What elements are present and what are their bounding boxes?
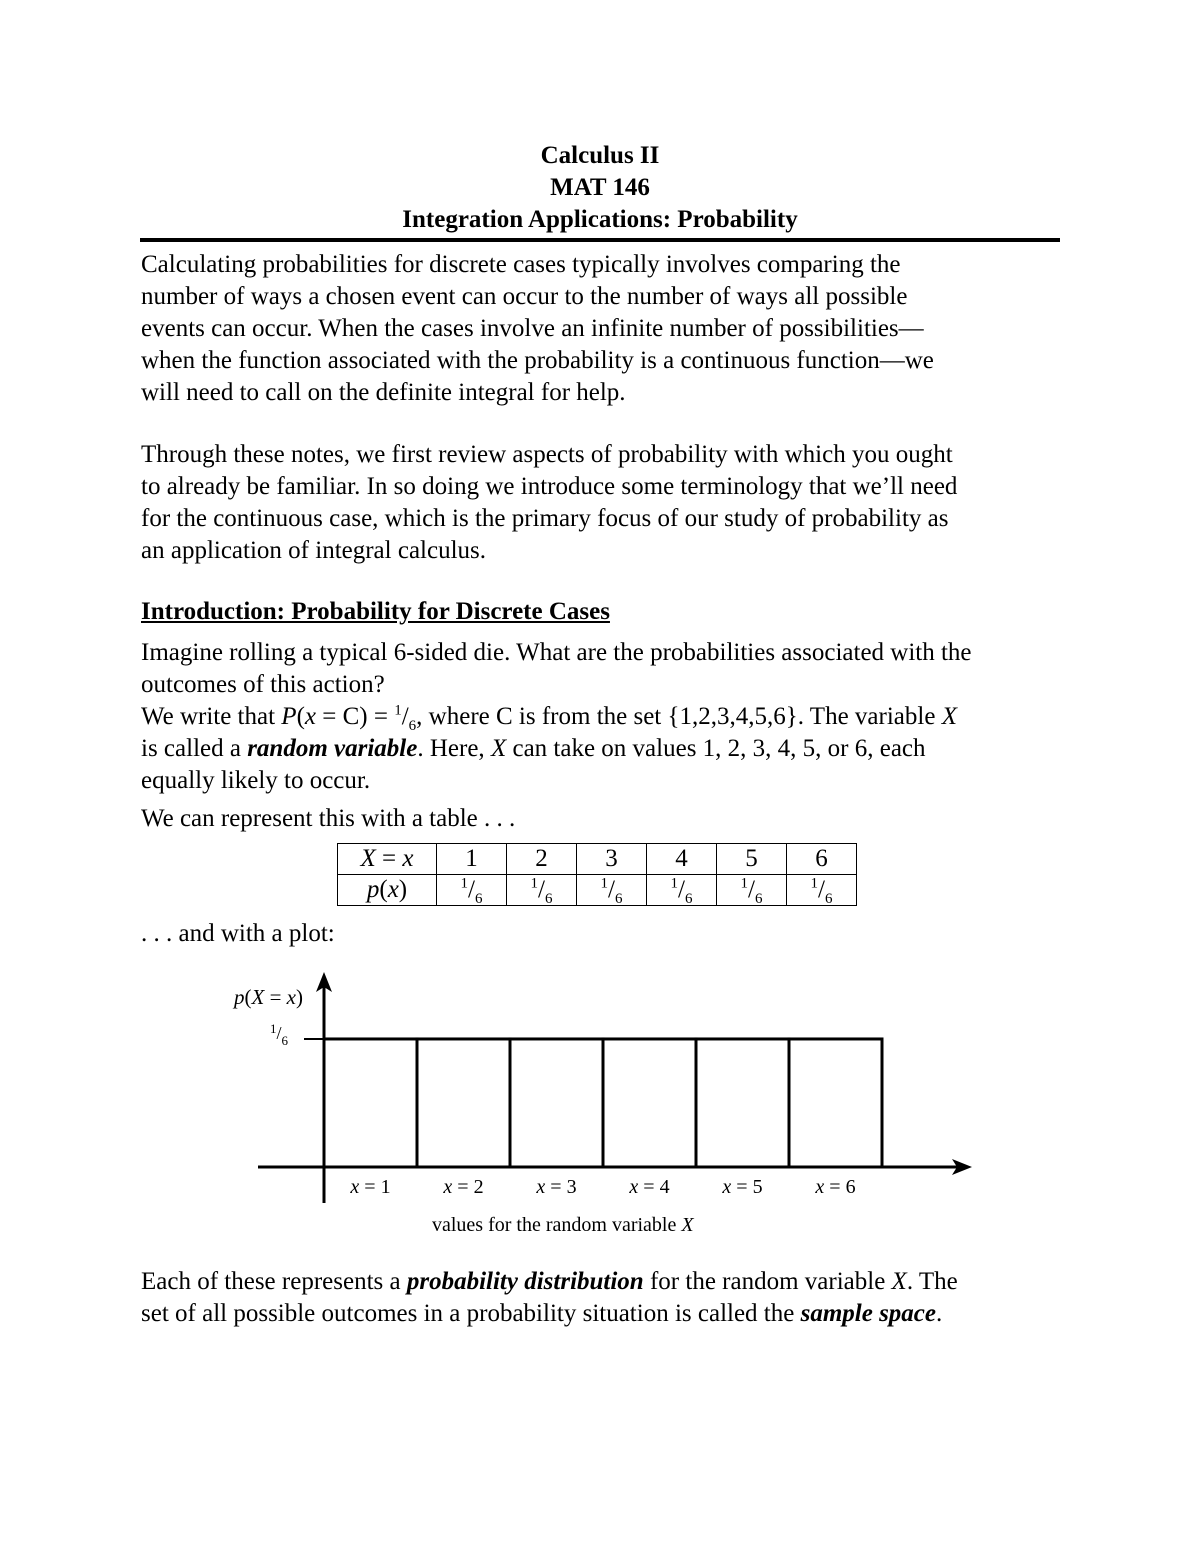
table-cell: 5 <box>717 844 787 875</box>
text-line: for the continuous case, which is the primary focus of our study of probability as <box>141 505 949 532</box>
text-line: will need to call on the definite integral for help. <box>141 379 626 406</box>
bar <box>789 1039 882 1167</box>
text-line: Calculating probabilities for discrete cases typically involves comparing the <box>141 251 901 278</box>
x-axis-label: values for the random variable X <box>432 1214 694 1236</box>
y-axis-label: p(X = x) <box>234 985 303 1009</box>
term-probability-distribution: probability distribution <box>406 1268 644 1295</box>
section-heading: Introduction: Probability for Discrete Cases <box>141 598 610 625</box>
table-cell: 1 <box>437 844 507 875</box>
bar <box>510 1039 603 1167</box>
intro-paragraph-2 <box>141 439 1071 567</box>
table-cell: $^1/_6$ <box>507 875 577 906</box>
table-header-cell: p(x) <box>338 875 437 906</box>
y-tick-label: $^1/_6$ <box>270 1020 289 1048</box>
text-line: an application of integral calculus. <box>141 537 487 564</box>
table-cell: 6 <box>787 844 857 875</box>
text-line: events can occur. When the cases involve an infinite number of possibilities— <box>141 315 924 342</box>
table-cell: 2 <box>507 844 577 875</box>
text-line: Imagine rolling a typical 6-sided die. What are the probabilities associated with the <box>141 639 972 666</box>
text-line: when the function associated with the probability is a continuous function—we <box>141 347 934 374</box>
table-cell: 4 <box>647 844 717 875</box>
probability-distribution-plot <box>230 960 990 1250</box>
text-line: to already be familiar. In so doing we introduce some terminology that we’ll need <box>141 473 958 500</box>
bar <box>324 1039 417 1167</box>
die-paragraph <box>141 637 1071 701</box>
term-random-variable: random variable <box>247 735 418 762</box>
table-cell: $^1/_6$ <box>717 875 787 906</box>
text-line: Through these notes, we first review aspects of probability with which you ought <box>141 441 953 468</box>
title-rule <box>140 238 1060 242</box>
text-line: equally likely to occur. <box>141 767 371 794</box>
table-cell: $^1/_6$ <box>647 875 717 906</box>
random-variable-paragraph <box>141 701 1071 797</box>
text-line: outcomes of this action? <box>141 671 385 698</box>
table-cell: $^1/_6$ <box>577 875 647 906</box>
table-row <box>338 875 857 906</box>
course-title: Calculus II <box>540 142 660 169</box>
course-code: MAT 146 <box>550 174 650 201</box>
text-line: We write that $P(x = C) = ^1/_6$, where C is from the set {1,2,3,4,5,6}. The variable X <box>141 702 957 734</box>
bar <box>417 1039 510 1167</box>
table-header-cell: X = x <box>338 844 437 875</box>
term-sample-space: sample space <box>800 1300 936 1327</box>
x-tick-label: x = 4 <box>629 1176 670 1198</box>
bar <box>603 1039 696 1167</box>
table-intro: We can represent this with a table . . . <box>141 805 516 832</box>
plot-intro: . . . and with a plot: <box>141 920 335 947</box>
table-cell: $^1/_6$ <box>787 875 857 906</box>
bar <box>696 1039 789 1167</box>
x-tick-label: x = 6 <box>815 1176 856 1198</box>
x-tick-label: x = 2 <box>443 1176 484 1198</box>
table-row <box>338 844 857 875</box>
text-line: set of all possible outcomes in a probability situation is called the sample space. <box>141 1300 943 1327</box>
x-tick-label: x = 3 <box>536 1176 577 1198</box>
table-cell: 3 <box>577 844 647 875</box>
intro-paragraph-1 <box>141 249 1071 409</box>
closing-paragraph <box>141 1266 1071 1330</box>
x-tick-label: x = 5 <box>722 1176 763 1198</box>
x-tick-label: x = 1 <box>350 1176 391 1198</box>
table-cell: $^1/_6$ <box>437 875 507 906</box>
text-line: number of ways a chosen event can occur to the number of ways all possible <box>141 283 908 310</box>
text-line: is called a random variable. Here, X can take on values 1, 2, 3, 4, 5, or 6, each <box>141 735 926 762</box>
probability-table <box>337 843 857 906</box>
text-line: Each of these represents a probability distribution for the random variable X. The <box>141 1268 958 1295</box>
document-title: Integration Applications: Probability <box>402 206 798 233</box>
